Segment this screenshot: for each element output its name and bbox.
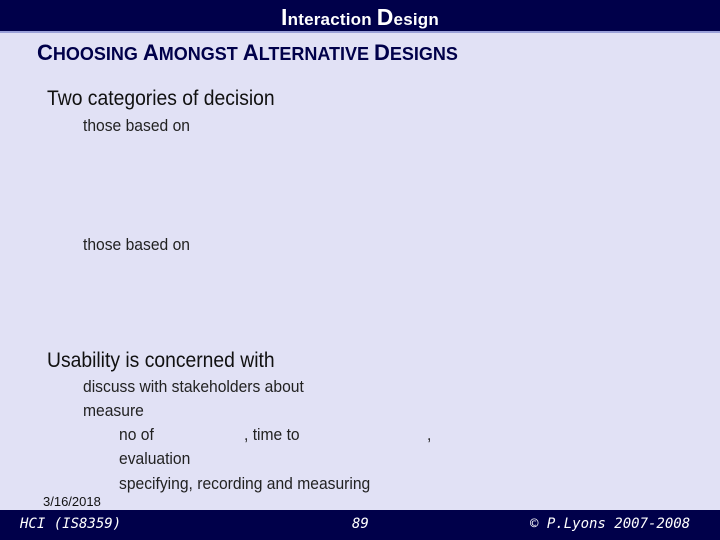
category-1-text: those based on <box>83 116 190 135</box>
usability-item-1: discuss with stakeholders about <box>83 377 304 396</box>
footer-page-number: 89 <box>352 516 369 532</box>
measure-item-1a: no of <box>119 425 154 444</box>
footer-course: HCI (IS8359) <box>20 516 122 532</box>
usability-heading: Usability is concerned with <box>47 349 275 372</box>
measure-item-1b: , time to <box>244 425 300 444</box>
category-2-text: those based on <box>83 235 190 254</box>
categories-heading: Two categories of decision <box>47 87 275 110</box>
measure-item-2: evaluation <box>119 449 191 468</box>
footer-date: 3/16/2018 <box>43 494 101 509</box>
slide-title: CHOOSING AMONGST ALTERNATIVE DESIGNS <box>37 40 458 65</box>
usability-item-2: measure <box>83 401 144 420</box>
measure-item-3: specifying, recording and measuring <box>119 474 371 493</box>
footer-copyright: © P.Lyons 2007-2008 <box>530 516 691 532</box>
header-title: Interaction Design <box>281 4 439 30</box>
measure-item-1c: , <box>427 425 432 444</box>
